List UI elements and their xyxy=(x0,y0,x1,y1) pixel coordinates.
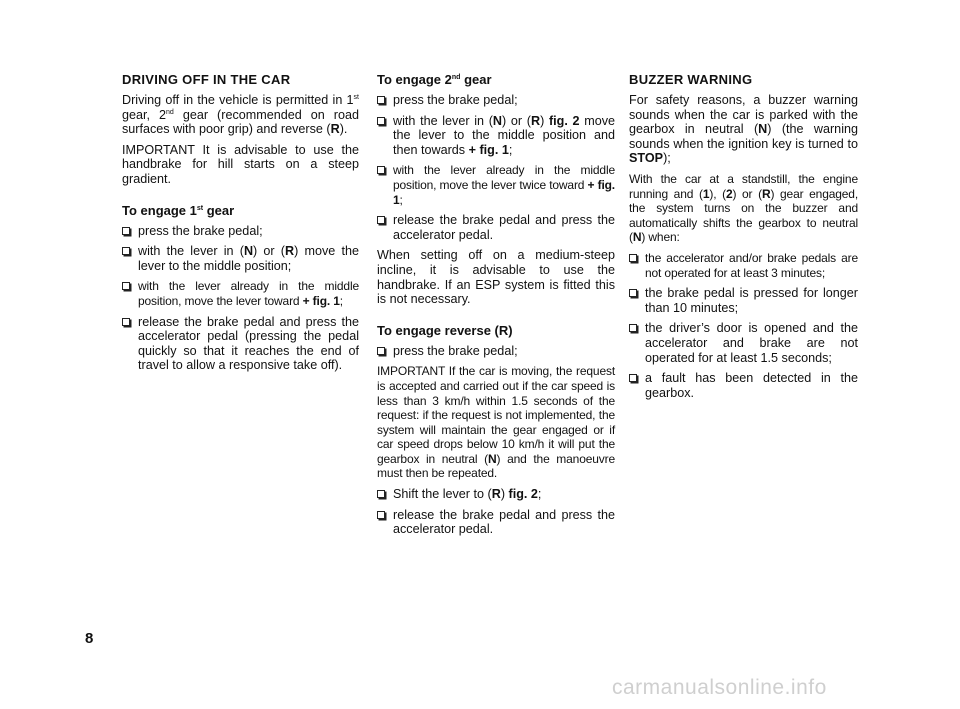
list-engage-first xyxy=(122,224,359,373)
list-item: release the brake pedal and press the accelerator pedal (pressing the pedal quickly so that it reaches the end of travel to allow a responsive take off). xyxy=(122,315,359,373)
list-item: with the lever in (N) or (R) fig. 2 move the lever to the middle position and then towards + fig. 1; xyxy=(377,114,615,158)
list-item: with the lever in (N) or (R) move the lever to the middle position; xyxy=(122,244,359,273)
checkbox-bullet-icon xyxy=(377,216,385,224)
checkbox-bullet-icon xyxy=(629,324,637,332)
checkbox-bullet-icon xyxy=(377,490,385,498)
checkbox-bullet-icon xyxy=(377,96,385,104)
paragraph-incline: When setting off on a medium-steep incline, it is advisable to use the handbrake. If an ESP system is fitted this is not necessary. xyxy=(377,248,615,307)
paragraph-buzzer-safety: For safety reasons, a buzzer warning sounds when the car is parked with the gearbox in neutral (N) (the warning sounds when the ignition key is turned to STOP); xyxy=(629,93,858,166)
list-item: press the brake pedal; xyxy=(377,93,615,108)
checkbox-bullet-icon xyxy=(377,166,385,174)
list-item: the brake pedal is pressed for longer than 10 minutes; xyxy=(629,286,858,315)
list-buzzer-conditions xyxy=(629,251,858,400)
checkbox-bullet-icon xyxy=(122,227,130,235)
checkbox-bullet-icon xyxy=(377,117,385,125)
checkbox-bullet-icon xyxy=(377,347,385,355)
list-engage-second xyxy=(377,93,615,242)
list-reverse-steps xyxy=(377,487,615,537)
subheading-engage-first: To engage 1st gear xyxy=(122,202,235,218)
subheading-engage-reverse: To engage reverse (R) xyxy=(377,322,513,338)
list-item: release the brake pedal and press the accelerator pedal. xyxy=(377,508,615,537)
list-item: release the brake pedal and press the accelerator pedal. xyxy=(377,213,615,242)
watermark-text: carmanualsonline.info xyxy=(612,676,827,699)
checkbox-bullet-icon xyxy=(377,511,385,519)
list-item: Shift the lever to (R) fig. 2; xyxy=(377,487,615,502)
list-item: the driver’s door is opened and the accelerator and brake are not operated for at least 1.5 seconds; xyxy=(629,321,858,365)
checkbox-bullet-icon xyxy=(122,282,130,290)
checkbox-bullet-icon xyxy=(122,247,130,255)
column-1 xyxy=(122,72,359,379)
paragraph-important-handbrake: IMPORTANT It is advisable to use the handbrake for hill starts on a steep gradient. xyxy=(122,142,359,186)
list-item: with the lever already in the middle position, move the lever toward + fig. 1; xyxy=(122,279,359,308)
checkbox-bullet-icon xyxy=(629,289,637,297)
list-item: press the brake pedal; xyxy=(377,344,615,359)
paragraph-driving-off: Driving off in the vehicle is permitted in 1st gear, 2nd gear (recommended on road surfaces with poor grip) and reverse (R). xyxy=(122,93,359,137)
paragraph-important-reverse: IMPORTANT If the car is moving, the request is accepted and carried out if the car speed is less than 3 km/h within 1.5 seconds of the request: if the request is not implemented, the system will maintain the gear engaged or if car speed drops below 10 km/h it will put the gearbox in neutral (N) and the manoeuvre must then be repeated. xyxy=(377,364,615,481)
list-item: a fault has been detected in the gearbox. xyxy=(629,371,858,400)
column-2 xyxy=(377,72,615,543)
list-item: the accelerator and/or brake pedals are not operated for at least 3 minutes; xyxy=(629,251,858,280)
page-number: 8 xyxy=(85,630,94,647)
checkbox-bullet-icon xyxy=(629,254,637,262)
checkbox-bullet-icon xyxy=(629,374,637,382)
subheading-engage-second: To engage 2nd gear xyxy=(377,72,492,87)
section-heading-driving-off: DRIVING OFF IN THE CAR xyxy=(122,72,291,87)
column-3 xyxy=(629,72,858,406)
list-item: press the brake pedal; xyxy=(122,224,359,239)
section-heading-buzzer-warning: BUZZER WARNING xyxy=(629,72,753,87)
list-item: with the lever already in the middle position, move the lever twice toward + fig. 1; xyxy=(377,163,615,207)
list-engage-reverse xyxy=(377,344,615,359)
paragraph-buzzer-standstill: With the car at a standstill, the engine running and (1), (2) or (R) gear engaged, the system turns on the buzzer and automatically shifts the gearbox to neutral (N) when: xyxy=(629,171,859,245)
checkbox-bullet-icon xyxy=(122,318,130,326)
